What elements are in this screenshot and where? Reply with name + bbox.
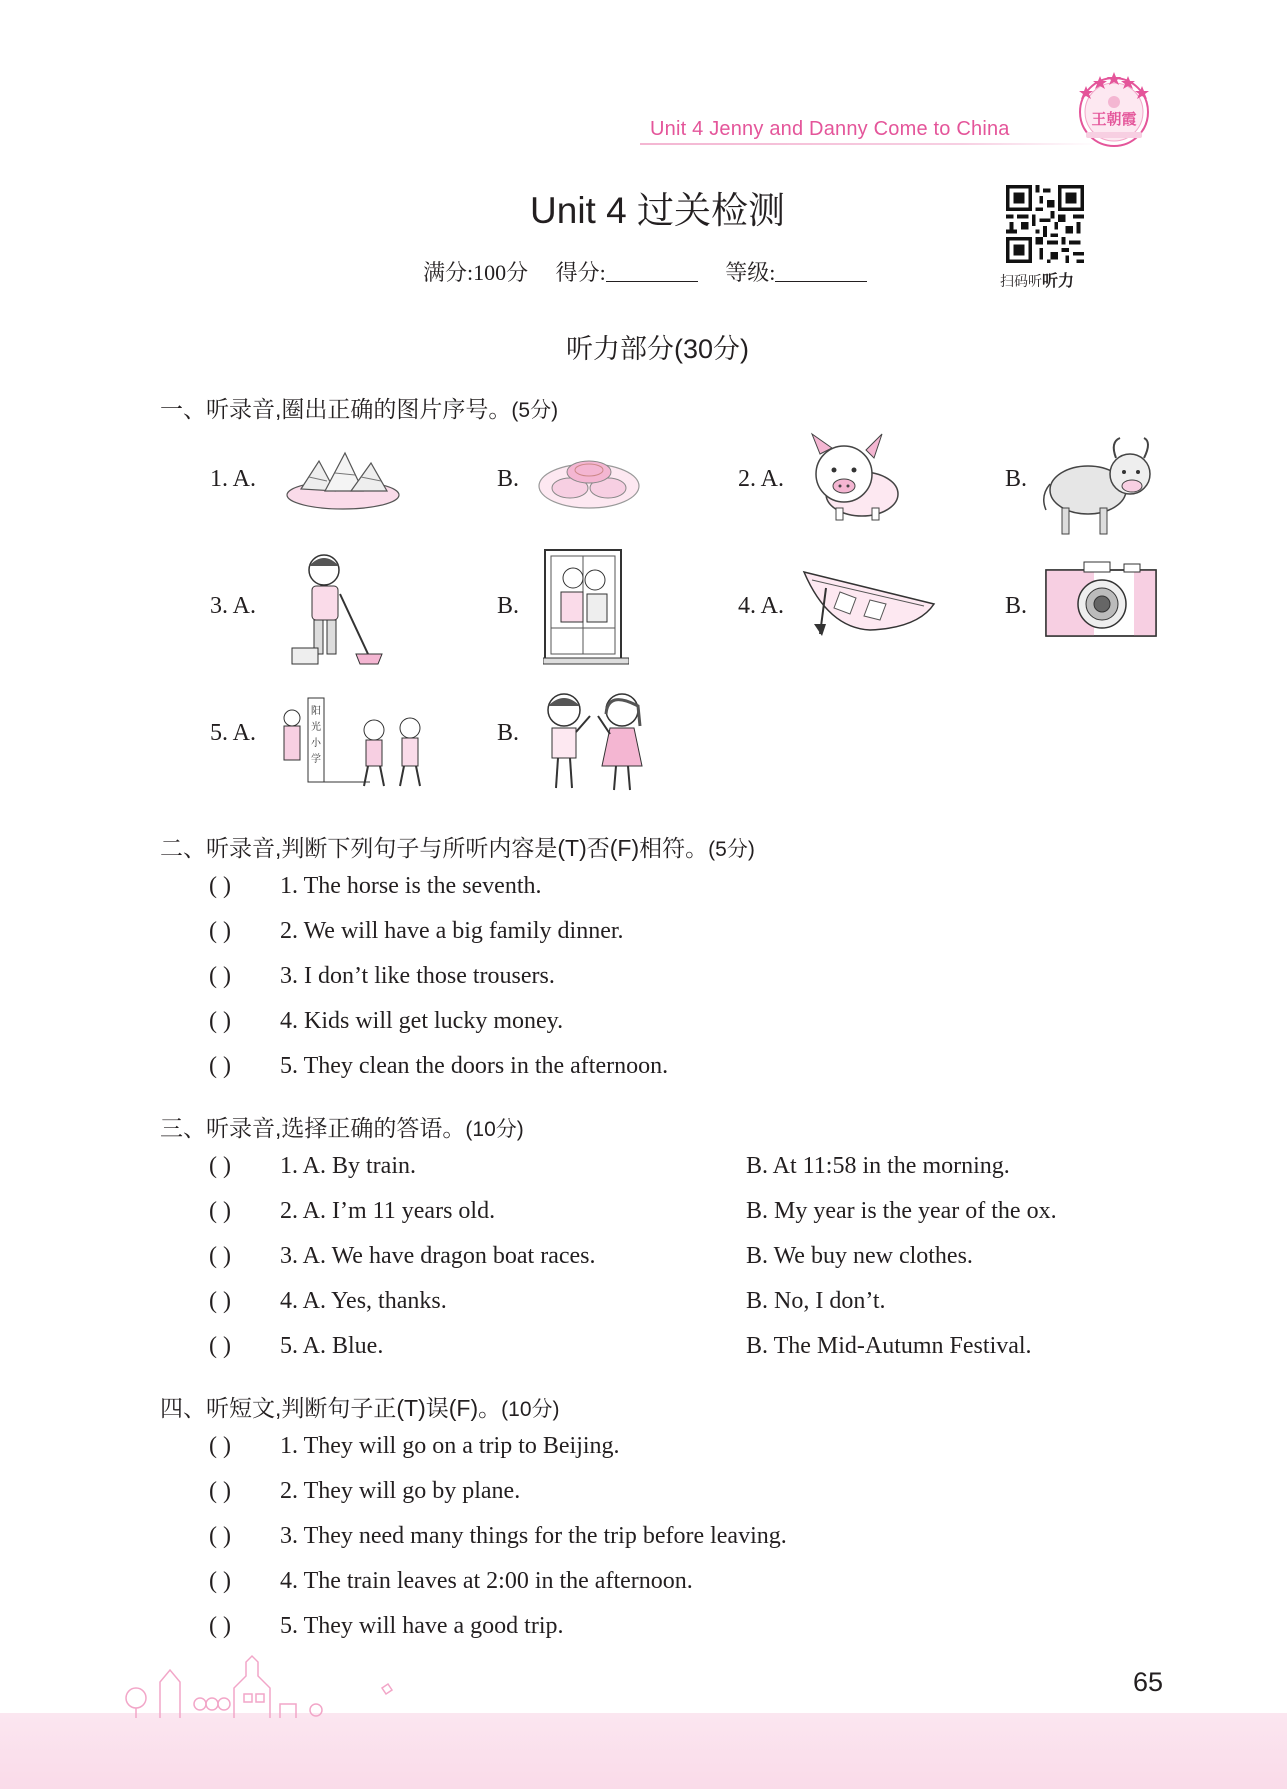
- full-score: 满分:100分: [423, 260, 529, 285]
- answer-blank[interactable]: ( ): [209, 963, 231, 989]
- answer-blank[interactable]: ( ): [209, 918, 231, 944]
- svg-text:小: 小: [311, 738, 321, 749]
- zongzi-icon[interactable]: [283, 443, 403, 513]
- answer-blank[interactable]: ( ): [209, 1333, 231, 1359]
- page-title: Unit 4 过关检测: [530, 190, 785, 231]
- answer-blank[interactable]: ( ): [209, 1568, 231, 1594]
- page-number: 65: [1133, 1667, 1164, 1697]
- s1-q1-b-label: B.: [497, 466, 520, 492]
- section2-title: 二、听录音,判断下列句子与所听内容是(T)否(F)相符。(5分): [160, 835, 755, 861]
- qr-caption: 扫码听听力: [1000, 273, 1075, 290]
- svg-text:光: 光: [311, 722, 321, 733]
- ox-icon[interactable]: [1040, 430, 1162, 540]
- s1-q2-label: 2. A.: [738, 466, 785, 492]
- answer-blank[interactable]: ( ): [209, 1198, 231, 1224]
- listening-part-title: 听力部分(30分): [565, 334, 749, 364]
- s1-q1-label: 1. A.: [210, 466, 257, 492]
- answer-blank[interactable]: ( ): [209, 1523, 231, 1549]
- footer-band: [0, 1713, 1287, 1789]
- s1-q3-label: 3. A.: [210, 593, 257, 619]
- svg-text:学: 学: [311, 754, 321, 765]
- answer-blank[interactable]: ( ): [209, 1153, 231, 1179]
- grade-label: 等级:: [725, 260, 776, 285]
- header-divider: [640, 143, 1100, 145]
- pig-icon[interactable]: [800, 428, 910, 528]
- section3-title: 三、听录音,选择正确的答语。(10分): [160, 1115, 524, 1141]
- answer-blank[interactable]: ( ): [209, 1288, 231, 1314]
- boy-sweeping-icon[interactable]: [290, 550, 386, 668]
- svg-text:王朝霞: 王朝霞: [1091, 110, 1137, 128]
- cleaning-window-icon[interactable]: [543, 548, 629, 666]
- s1-q4-b-label: B.: [1005, 593, 1028, 619]
- unit-header-label: Unit 4 Jenny and Danny Come to China: [650, 118, 1010, 140]
- score-blank[interactable]: [606, 261, 698, 282]
- s1-q3-b-label: B.: [497, 593, 520, 619]
- section1-title: 一、听录音,圈出正确的图片序号。(5分): [160, 396, 559, 422]
- answer-blank[interactable]: ( ): [209, 873, 231, 899]
- answer-blank[interactable]: ( ): [209, 1613, 231, 1639]
- grade-blank[interactable]: [775, 261, 867, 282]
- section4-title: 四、听短文,判断句子正(T)误(F)。(10分): [160, 1395, 560, 1421]
- answer-blank[interactable]: ( ): [209, 1243, 231, 1269]
- publisher-logo-icon: [1072, 68, 1156, 152]
- answer-blank[interactable]: ( ): [209, 1008, 231, 1034]
- s1-q5-b-label: B.: [497, 720, 520, 746]
- s1-q2-b-label: B.: [1005, 466, 1028, 492]
- school-gate-icon[interactable]: [280, 694, 430, 790]
- answer-blank[interactable]: ( ): [209, 1053, 231, 1079]
- s1-q4-label: 4. A.: [738, 593, 785, 619]
- waving-kids-icon[interactable]: [532, 686, 652, 798]
- boat-icon[interactable]: [800, 558, 940, 638]
- s1-q5-label: 5. A.: [210, 720, 257, 746]
- score-line: [423, 256, 889, 287]
- answer-blank[interactable]: ( ): [209, 1478, 231, 1504]
- town-illustration-icon: [120, 1648, 400, 1718]
- camera-icon[interactable]: [1044, 560, 1158, 640]
- answer-blank[interactable]: ( ): [209, 1433, 231, 1459]
- qr-code-icon[interactable]: [1006, 185, 1084, 263]
- score-got-label: 得分:: [555, 260, 606, 285]
- svg-text:阳: 阳: [311, 706, 321, 717]
- mooncake-icon[interactable]: [536, 442, 642, 514]
